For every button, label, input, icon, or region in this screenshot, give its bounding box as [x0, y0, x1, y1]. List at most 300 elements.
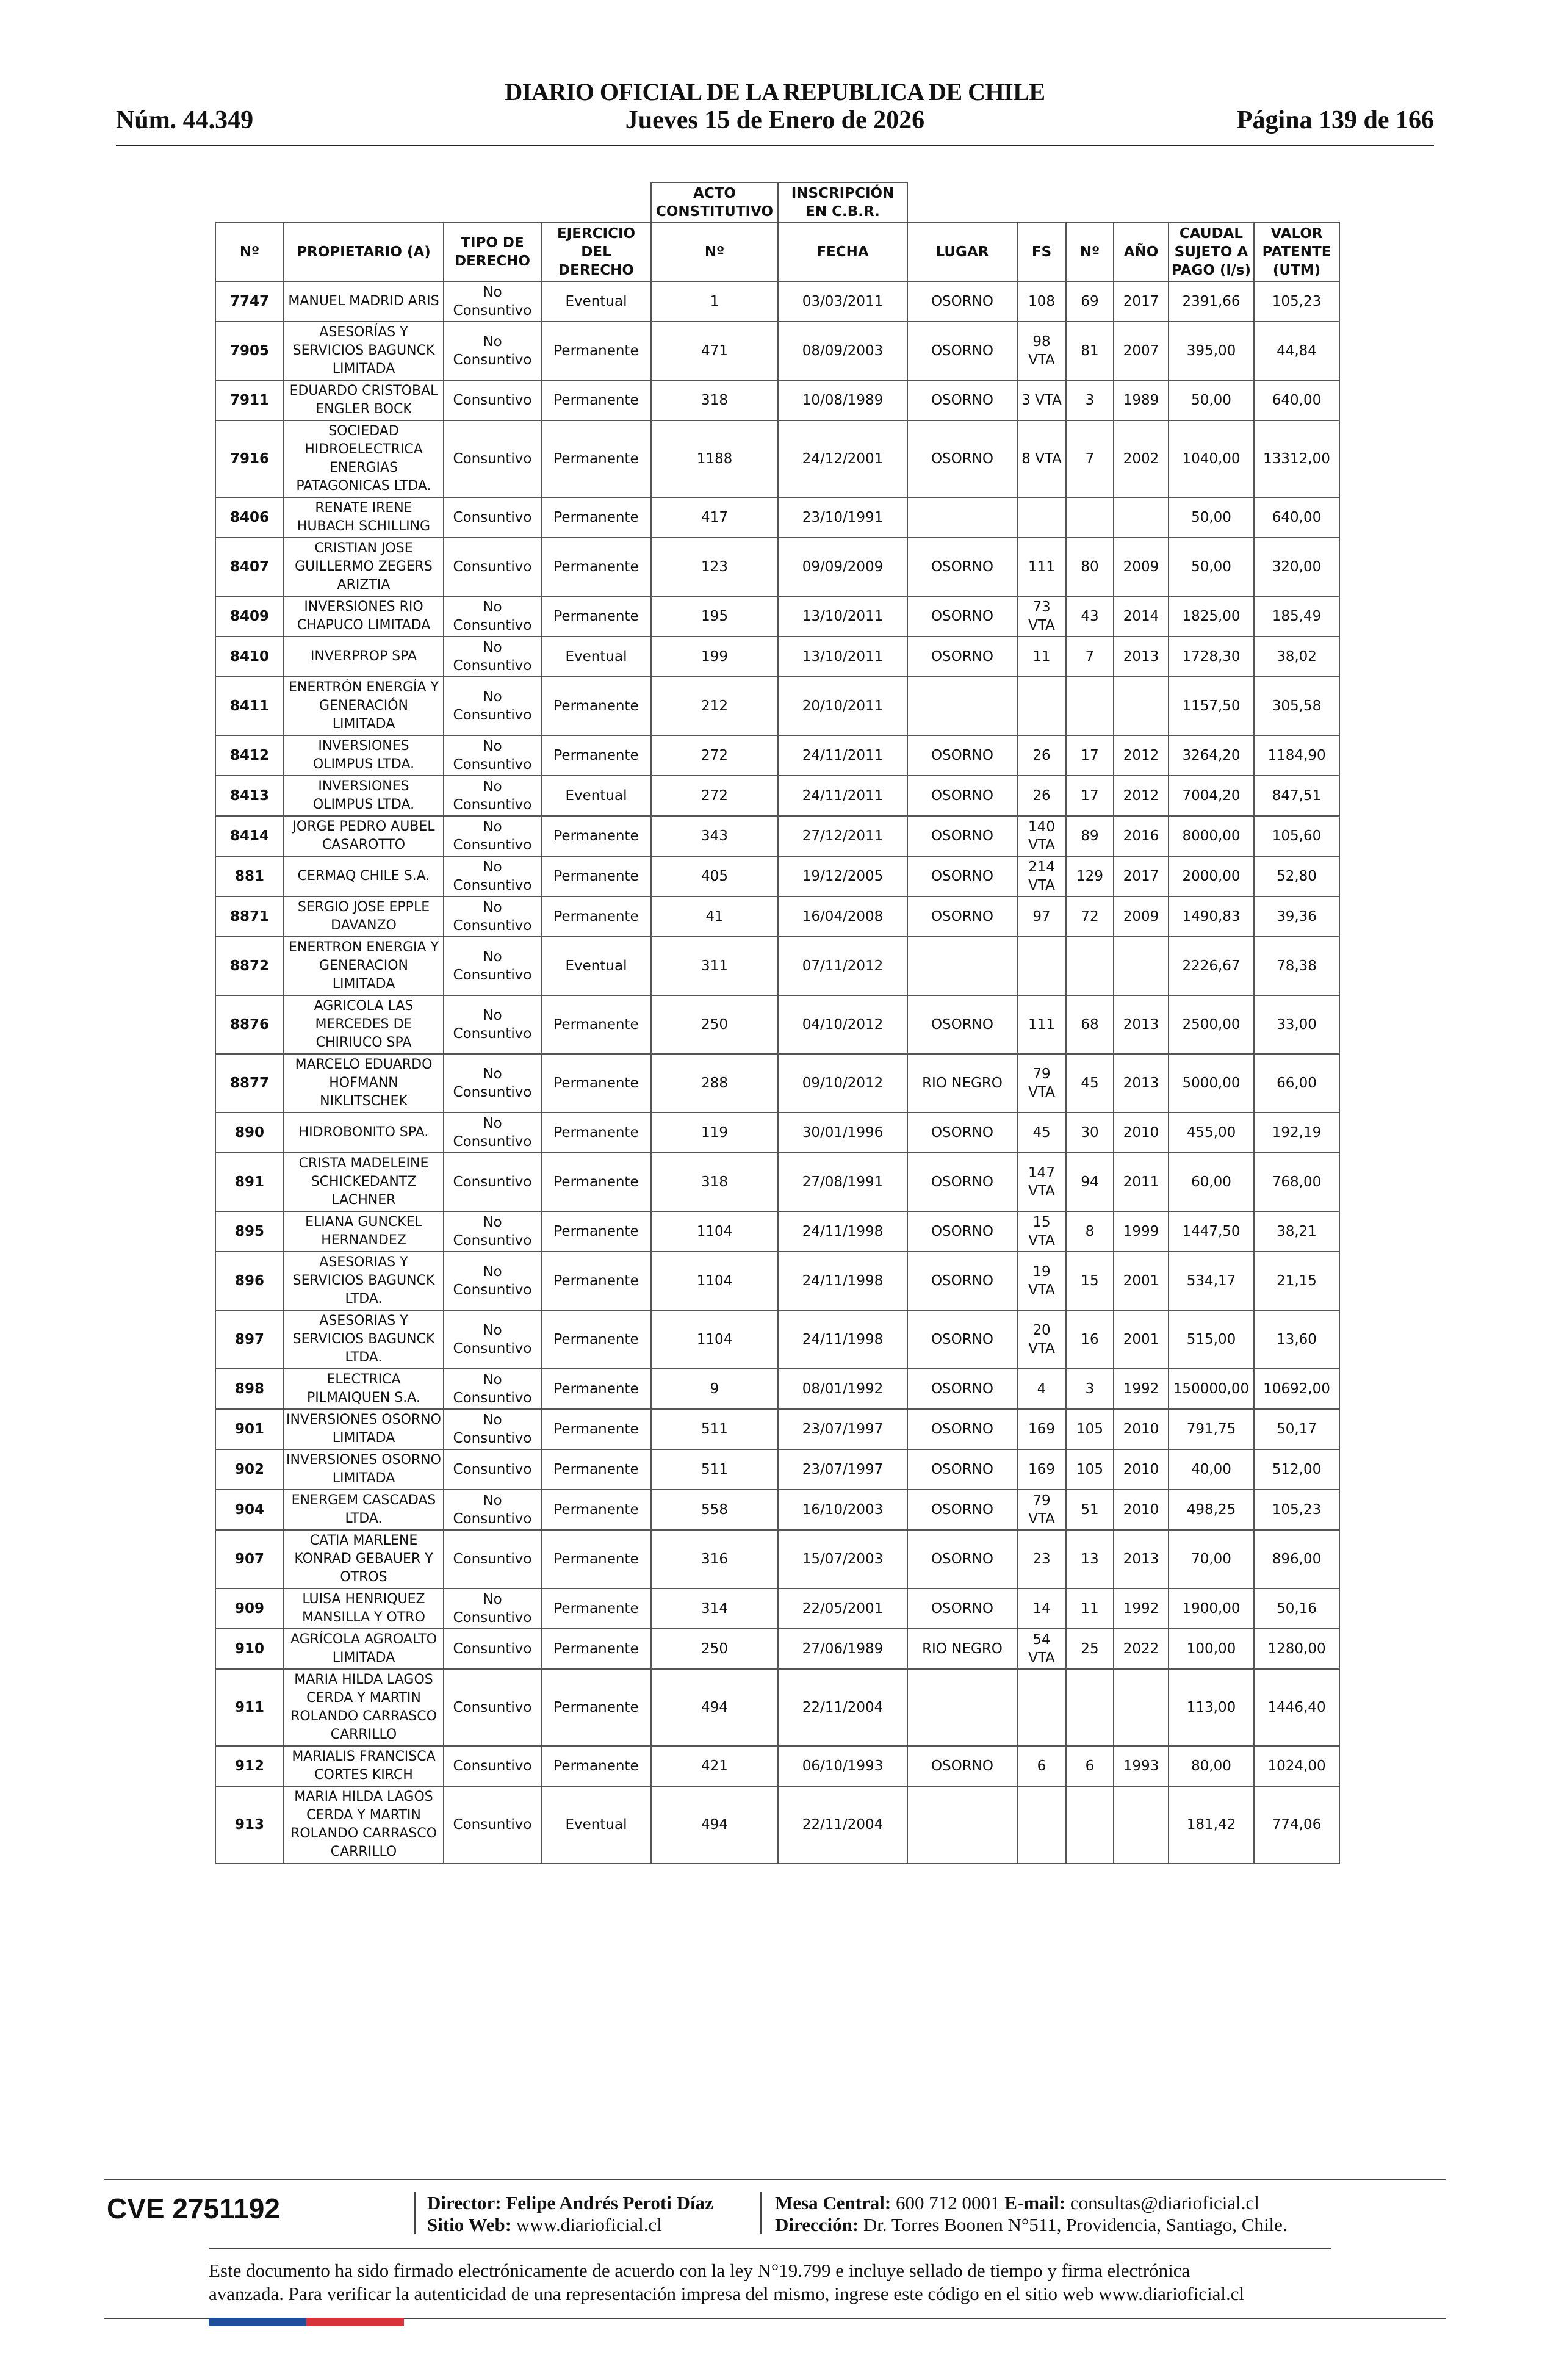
cell-fs: 79 VTA: [1017, 1490, 1066, 1530]
cell-n: 8406: [215, 497, 284, 538]
table-row: [215, 937, 1339, 995]
cell-lugar: OSORNO: [907, 1409, 1017, 1449]
cell-lugar: OSORNO: [907, 420, 1017, 497]
table-row: [215, 1409, 1339, 1449]
cell-valor: 50,17: [1254, 1409, 1339, 1449]
cell-caudal: 70,00: [1169, 1530, 1254, 1588]
cell-fecha: 16/04/2008: [778, 896, 907, 937]
cell-fs: 14: [1017, 1588, 1066, 1629]
cell-n: 7911: [215, 380, 284, 420]
cell-valor: 44,84: [1254, 322, 1339, 380]
col-header-valor: VALOR PATENTE (UTM): [1254, 223, 1339, 281]
cell-acto-n: 272: [651, 735, 778, 776]
cell-ejercicio: Permanente: [541, 816, 651, 856]
table-row: [215, 1530, 1339, 1588]
table-row: [215, 995, 1339, 1054]
cell-fecha: 24/11/2011: [778, 735, 907, 776]
cell-tipo: Consuntivo: [444, 1629, 541, 1669]
cell-propietario: RENATE IRENE HUBACH SCHILLING: [284, 497, 444, 538]
cell-ejercicio: Permanente: [541, 995, 651, 1054]
cell-valor: 105,60: [1254, 816, 1339, 856]
cell-lugar: [907, 497, 1017, 538]
cell-lugar: OSORNO: [907, 1369, 1017, 1409]
col-header-fecha: FECHA: [778, 223, 907, 281]
cell-propietario: INVERSIONES OSORNO LIMITADA: [284, 1449, 444, 1490]
cell-fs: 140 VTA: [1017, 816, 1066, 856]
cell-caudal: 1447,50: [1169, 1211, 1254, 1252]
cell-acto-n: 405: [651, 856, 778, 896]
cell-fecha: 19/12/2005: [778, 856, 907, 896]
cell-ins-n: 72: [1066, 896, 1114, 937]
cell-lugar: OSORNO: [907, 856, 1017, 896]
cell-fecha: 04/10/2012: [778, 995, 907, 1054]
cell-tipo: No Consuntivo: [444, 1054, 541, 1112]
cell-propietario: INVERSIONES RIO CHAPUCO LIMITADA: [284, 596, 444, 636]
cell-fs: 45: [1017, 1112, 1066, 1153]
cell-caudal: 498,25: [1169, 1490, 1254, 1530]
cell-fecha: 09/09/2009: [778, 538, 907, 596]
newspaper-title: DIARIO OFICIAL DE LA REPUBLICA DE CHILE: [505, 78, 1045, 106]
contact-block: [775, 2192, 1288, 2236]
cell-acto-n: 9: [651, 1369, 778, 1409]
col-header-lugar: LUGAR: [907, 223, 1017, 281]
cell-fs: 214 VTA: [1017, 856, 1066, 896]
cell-lugar: [907, 1669, 1017, 1746]
cell-ejercicio: Permanente: [541, 1409, 651, 1449]
director-label: Director:: [427, 2192, 502, 2213]
cell-propietario: CRISTA MADELEINE SCHICKEDANTZ LACHNER: [284, 1153, 444, 1211]
cell-propietario: MARIALIS FRANCISCA CORTES KIRCH: [284, 1746, 444, 1786]
cell-ins-n: [1066, 1786, 1114, 1863]
cell-valor: 768,00: [1254, 1153, 1339, 1211]
cell-lugar: OSORNO: [907, 1746, 1017, 1786]
cell-ejercicio: Permanente: [541, 735, 651, 776]
cell-ins-n: 17: [1066, 735, 1114, 776]
cell-ejercicio: Permanente: [541, 1112, 651, 1153]
cell-ejercicio: Permanente: [541, 1449, 651, 1490]
cell-n: 891: [215, 1153, 284, 1211]
cell-caudal: 2226,67: [1169, 937, 1254, 995]
cell-fs: 54 VTA: [1017, 1629, 1066, 1669]
legal-notice: [209, 2259, 1344, 2306]
cell-anio: 2013: [1114, 1054, 1169, 1112]
cell-tipo: No Consuntivo: [444, 1369, 541, 1409]
cell-fecha: 27/06/1989: [778, 1629, 907, 1669]
cell-ins-n: 94: [1066, 1153, 1114, 1211]
cell-ins-n: 3: [1066, 1369, 1114, 1409]
cell-valor: 1446,40: [1254, 1669, 1339, 1746]
cell-valor: 78,38: [1254, 937, 1339, 995]
table-row: [215, 1449, 1339, 1490]
cell-ejercicio: Permanente: [541, 1530, 651, 1588]
cell-anio: [1114, 677, 1169, 735]
cell-tipo: No Consuntivo: [444, 1588, 541, 1629]
table-row: [215, 1153, 1339, 1211]
table-row: [215, 596, 1339, 636]
cell-anio: [1114, 1669, 1169, 1746]
legal-line-2: avanzada. Para verificar la autenticidad de una representación impresa del mismo, ingrese este código en el sitio web www.diarioficial.cl: [209, 2283, 1245, 2304]
cell-propietario: LUISA HENRIQUEZ MANSILLA Y OTRO: [284, 1588, 444, 1629]
cell-n: 7916: [215, 420, 284, 497]
cell-fs: 111: [1017, 538, 1066, 596]
legal-line-1: Este documento ha sido firmado electrónicamente de acuerdo con la ley N°19.799 e incluye sellado de tiempo y firma electrónica: [209, 2260, 1190, 2281]
cell-caudal: 8000,00: [1169, 816, 1254, 856]
cell-ins-n: [1066, 1669, 1114, 1746]
cell-fecha: 23/07/1997: [778, 1449, 907, 1490]
page-header: [116, 76, 1434, 146]
cell-ejercicio: Permanente: [541, 1629, 651, 1669]
issue-number: Núm. 44.349: [116, 106, 254, 134]
cell-propietario: AGRICOLA LAS MERCEDES DE CHIRIUCO SPA: [284, 995, 444, 1054]
cell-fs: 3 VTA: [1017, 380, 1066, 420]
cell-valor: 105,23: [1254, 281, 1339, 322]
cell-fecha: 24/11/1998: [778, 1310, 907, 1369]
cell-tipo: No Consuntivo: [444, 1310, 541, 1369]
cell-caudal: 50,00: [1169, 497, 1254, 538]
cell-lugar: OSORNO: [907, 380, 1017, 420]
cell-caudal: 1728,30: [1169, 636, 1254, 677]
cell-caudal: 150000,00: [1169, 1369, 1254, 1409]
cell-acto-n: 1104: [651, 1310, 778, 1369]
cell-ins-n: 43: [1066, 596, 1114, 636]
table-row: [215, 1746, 1339, 1786]
flag-stripe-red: [306, 2318, 404, 2326]
cell-n: 904: [215, 1490, 284, 1530]
cell-valor: 13,60: [1254, 1310, 1339, 1369]
cell-fs: 169: [1017, 1449, 1066, 1490]
cell-acto-n: 511: [651, 1449, 778, 1490]
cell-fs: 6: [1017, 1746, 1066, 1786]
table-row: [215, 1490, 1339, 1530]
col-header-acto-n: Nº: [651, 223, 778, 281]
cell-fecha: 08/01/1992: [778, 1369, 907, 1409]
cell-valor: 512,00: [1254, 1449, 1339, 1490]
table-row: [215, 636, 1339, 677]
cell-fecha: 13/10/2011: [778, 636, 907, 677]
cell-ejercicio: Permanente: [541, 596, 651, 636]
cell-tipo: No Consuntivo: [444, 995, 541, 1054]
cell-ins-n: 51: [1066, 1490, 1114, 1530]
cell-propietario: SERGIO JOSE EPPLE DAVANZO: [284, 896, 444, 937]
cell-anio: 1992: [1114, 1369, 1169, 1409]
cell-fs: 8 VTA: [1017, 420, 1066, 497]
cell-anio: 2002: [1114, 420, 1169, 497]
cell-lugar: OSORNO: [907, 735, 1017, 776]
table-row: [215, 1310, 1339, 1369]
cell-caudal: 1900,00: [1169, 1588, 1254, 1629]
cell-acto-n: 494: [651, 1669, 778, 1746]
table-row: [215, 816, 1339, 856]
cell-caudal: 80,00: [1169, 1746, 1254, 1786]
cell-tipo: Consuntivo: [444, 1449, 541, 1490]
cell-ejercicio: Permanente: [541, 1588, 651, 1629]
col-header-propietario: PROPIETARIO (A): [284, 223, 444, 281]
email-label: E-mail:: [1004, 2192, 1066, 2213]
table-row: [215, 1112, 1339, 1153]
cell-valor: 52,80: [1254, 856, 1339, 896]
cell-anio: 2010: [1114, 1112, 1169, 1153]
cell-ins-n: 16: [1066, 1310, 1114, 1369]
cell-fecha: 15/07/2003: [778, 1530, 907, 1588]
cell-valor: 33,00: [1254, 995, 1339, 1054]
cell-acto-n: 1: [651, 281, 778, 322]
cell-propietario: ELECTRICA PILMAIQUEN S.A.: [284, 1369, 444, 1409]
cell-fs: 20 VTA: [1017, 1310, 1066, 1369]
cell-n: 8872: [215, 937, 284, 995]
cell-tipo: No Consuntivo: [444, 735, 541, 776]
cell-propietario: ASESORÍAS Y SERVICIOS BAGUNCK LIMITADA: [284, 322, 444, 380]
cell-acto-n: 1104: [651, 1211, 778, 1252]
cell-lugar: [907, 677, 1017, 735]
cell-propietario: HIDROBONITO SPA.: [284, 1112, 444, 1153]
cell-ins-n: 105: [1066, 1449, 1114, 1490]
cell-tipo: No Consuntivo: [444, 937, 541, 995]
cell-anio: 2013: [1114, 1530, 1169, 1588]
cell-caudal: 395,00: [1169, 322, 1254, 380]
cell-fecha: 24/11/1998: [778, 1252, 907, 1310]
cell-lugar: RIO NEGRO: [907, 1054, 1017, 1112]
cell-fs: 4: [1017, 1369, 1066, 1409]
cell-caudal: 50,00: [1169, 538, 1254, 596]
cell-anio: [1114, 497, 1169, 538]
cell-ejercicio: Permanente: [541, 322, 651, 380]
table-row: [215, 1588, 1339, 1629]
cell-lugar: OSORNO: [907, 1112, 1017, 1153]
cell-fs: 97: [1017, 896, 1066, 937]
cell-ins-n: 129: [1066, 856, 1114, 896]
cell-fs: 19 VTA: [1017, 1252, 1066, 1310]
cell-lugar: OSORNO: [907, 596, 1017, 636]
cell-n: 890: [215, 1112, 284, 1153]
cell-n: 8871: [215, 896, 284, 937]
cell-anio: 2009: [1114, 896, 1169, 937]
cell-anio: 1999: [1114, 1211, 1169, 1252]
cell-anio: 2017: [1114, 856, 1169, 896]
cell-n: 8411: [215, 677, 284, 735]
cell-ins-n: 3: [1066, 380, 1114, 420]
cell-tipo: No Consuntivo: [444, 776, 541, 816]
cell-fecha: 24/11/1998: [778, 1211, 907, 1252]
cell-anio: 2009: [1114, 538, 1169, 596]
cell-fs: 108: [1017, 281, 1066, 322]
cell-ins-n: 45: [1066, 1054, 1114, 1112]
cell-ejercicio: Permanente: [541, 1054, 651, 1112]
table-row: [215, 735, 1339, 776]
cell-fs: [1017, 1786, 1066, 1863]
cell-anio: 2012: [1114, 735, 1169, 776]
cell-caudal: 1825,00: [1169, 596, 1254, 636]
cell-caudal: 113,00: [1169, 1669, 1254, 1746]
cell-caudal: 2000,00: [1169, 856, 1254, 896]
cell-lugar: OSORNO: [907, 1490, 1017, 1530]
table-row: [215, 281, 1339, 322]
cell-tipo: No Consuntivo: [444, 281, 541, 322]
cell-tipo: No Consuntivo: [444, 596, 541, 636]
cell-anio: 2011: [1114, 1153, 1169, 1211]
cell-acto-n: 318: [651, 1153, 778, 1211]
cell-n: 911: [215, 1669, 284, 1746]
address-label: Dirección:: [775, 2214, 859, 2235]
cell-fs: 23: [1017, 1530, 1066, 1588]
cell-n: 909: [215, 1588, 284, 1629]
cell-valor: 320,00: [1254, 538, 1339, 596]
email-address[interactable]: consultas@diarioficial.cl: [1070, 2192, 1259, 2213]
cell-acto-n: 288: [651, 1054, 778, 1112]
cell-ejercicio: Permanente: [541, 538, 651, 596]
cell-n: 901: [215, 1409, 284, 1449]
cell-lugar: OSORNO: [907, 1449, 1017, 1490]
cell-fs: 111: [1017, 995, 1066, 1054]
cell-acto-n: 314: [651, 1588, 778, 1629]
table-row: [215, 1669, 1339, 1746]
table-row: [215, 776, 1339, 816]
cell-caudal: 3264,20: [1169, 735, 1254, 776]
col-header-anio: AÑO: [1114, 223, 1169, 281]
table-row: [215, 677, 1339, 735]
cell-n: 8414: [215, 816, 284, 856]
cell-fecha: 23/10/1991: [778, 497, 907, 538]
cell-caudal: 1157,50: [1169, 677, 1254, 735]
cell-acto-n: 316: [651, 1530, 778, 1588]
cell-tipo: No Consuntivo: [444, 1252, 541, 1310]
cell-lugar: OSORNO: [907, 322, 1017, 380]
cell-ejercicio: Permanente: [541, 1490, 651, 1530]
cell-acto-n: 511: [651, 1409, 778, 1449]
table-row: [215, 896, 1339, 937]
cell-tipo: Consuntivo: [444, 1786, 541, 1863]
cell-acto-n: 417: [651, 497, 778, 538]
table-row: [215, 856, 1339, 896]
col-header-fs: FS: [1017, 223, 1066, 281]
cell-ejercicio: Permanente: [541, 1211, 651, 1252]
cell-ins-n: 69: [1066, 281, 1114, 322]
cell-anio: 2017: [1114, 281, 1169, 322]
cell-lugar: RIO NEGRO: [907, 1629, 1017, 1669]
cell-anio: 2007: [1114, 322, 1169, 380]
cell-ejercicio: Permanente: [541, 677, 651, 735]
col-header-ins-n: Nº: [1066, 223, 1114, 281]
address-text: Dr. Torres Boonen N°511, Providencia, Santiago, Chile.: [863, 2214, 1288, 2235]
cell-fecha: 10/08/1989: [778, 380, 907, 420]
table-row: [215, 1629, 1339, 1669]
cell-ejercicio: Permanente: [541, 420, 651, 497]
cell-valor: 10692,00: [1254, 1369, 1339, 1409]
cell-ejercicio: Permanente: [541, 380, 651, 420]
cell-n: 8876: [215, 995, 284, 1054]
footer-mid-divider: [209, 2248, 1331, 2249]
cell-propietario: MANUEL MADRID ARIS: [284, 281, 444, 322]
cell-valor: 192,19: [1254, 1112, 1339, 1153]
footer-separator: [760, 2192, 762, 2234]
cell-valor: 185,49: [1254, 596, 1339, 636]
cell-lugar: OSORNO: [907, 896, 1017, 937]
cell-ejercicio: Eventual: [541, 636, 651, 677]
cell-fs: [1017, 1669, 1066, 1746]
cell-lugar: [907, 1786, 1017, 1863]
table-row: [215, 1786, 1339, 1863]
cell-anio: 2013: [1114, 995, 1169, 1054]
cell-n: 902: [215, 1449, 284, 1490]
cell-n: 895: [215, 1211, 284, 1252]
cell-anio: [1114, 937, 1169, 995]
cell-acto-n: 318: [651, 380, 778, 420]
director-block: [427, 2192, 713, 2236]
cell-caudal: 1490,83: [1169, 896, 1254, 937]
cell-fecha: 13/10/2011: [778, 596, 907, 636]
cell-lugar: OSORNO: [907, 538, 1017, 596]
cell-valor: 105,23: [1254, 1490, 1339, 1530]
cell-propietario: CATIA MARLENE KONRAD GEBAUER Y OTROS: [284, 1530, 444, 1588]
cell-caudal: 5000,00: [1169, 1054, 1254, 1112]
cell-fecha: 03/03/2011: [778, 281, 907, 322]
cell-caudal: 50,00: [1169, 380, 1254, 420]
cell-ins-n: 6: [1066, 1746, 1114, 1786]
cell-valor: 39,36: [1254, 896, 1339, 937]
cell-tipo: No Consuntivo: [444, 1409, 541, 1449]
cell-acto-n: 494: [651, 1786, 778, 1863]
cell-fecha: 07/11/2012: [778, 937, 907, 995]
cell-anio: 2012: [1114, 776, 1169, 816]
cell-caudal: 534,17: [1169, 1252, 1254, 1310]
cell-ins-n: 25: [1066, 1629, 1114, 1669]
cell-ejercicio: Permanente: [541, 1252, 651, 1310]
table-row: [215, 497, 1339, 538]
cell-ejercicio: Eventual: [541, 281, 651, 322]
cell-valor: 1184,90: [1254, 735, 1339, 776]
cell-ejercicio: Eventual: [541, 776, 651, 816]
cell-propietario: MARIA HILDA LAGOS CERDA Y MARTIN ROLANDO CARRASCO CARRILLO: [284, 1669, 444, 1746]
cell-tipo: No Consuntivo: [444, 636, 541, 677]
cell-valor: 774,06: [1254, 1786, 1339, 1863]
cell-anio: 2013: [1114, 636, 1169, 677]
cell-ejercicio: Permanente: [541, 856, 651, 896]
cell-ins-n: [1066, 497, 1114, 538]
page-number: Página 139 de 166: [1236, 106, 1434, 134]
cell-fecha: 27/12/2011: [778, 816, 907, 856]
cell-ins-n: [1066, 937, 1114, 995]
cell-ins-n: 89: [1066, 816, 1114, 856]
cell-fs: 11: [1017, 636, 1066, 677]
cell-lugar: OSORNO: [907, 816, 1017, 856]
cell-anio: 2010: [1114, 1449, 1169, 1490]
cell-tipo: Consuntivo: [444, 1669, 541, 1746]
cell-acto-n: 1104: [651, 1252, 778, 1310]
cell-caudal: 515,00: [1169, 1310, 1254, 1369]
cell-acto-n: 41: [651, 896, 778, 937]
col-header-ejercicio: EJERCICIO DEL DERECHO: [541, 223, 651, 281]
cell-ins-n: 11: [1066, 1588, 1114, 1629]
cell-ejercicio: Eventual: [541, 1786, 651, 1863]
cell-propietario: SOCIEDAD HIDROELECTRICA ENERGIAS PATAGONICAS LTDA.: [284, 420, 444, 497]
cell-lugar: OSORNO: [907, 636, 1017, 677]
cell-propietario: CRISTIAN JOSE GUILLERMO ZEGERS ARIZTIA: [284, 538, 444, 596]
cell-caudal: 455,00: [1169, 1112, 1254, 1153]
cell-propietario: ENERTRON ENERGIA Y GENERACION LIMITADA: [284, 937, 444, 995]
cell-fs: 15 VTA: [1017, 1211, 1066, 1252]
cell-fecha: 22/11/2004: [778, 1669, 907, 1746]
table-row: [215, 1252, 1339, 1310]
cell-fecha: 16/10/2003: [778, 1490, 907, 1530]
acto-constitutivo-header: ACTO CONSTITUTIVO: [651, 182, 778, 223]
cell-caudal: 1040,00: [1169, 420, 1254, 497]
cell-fs: 98 VTA: [1017, 322, 1066, 380]
group-header-row: [215, 182, 1339, 223]
cell-valor: 847,51: [1254, 776, 1339, 816]
cell-valor: 66,00: [1254, 1054, 1339, 1112]
cell-n: 8412: [215, 735, 284, 776]
cell-propietario: ENERTRÓN ENERGÍA Y GENERACIÓN LIMITADA: [284, 677, 444, 735]
web-url[interactable]: www.diarioficial.cl: [516, 2214, 662, 2235]
